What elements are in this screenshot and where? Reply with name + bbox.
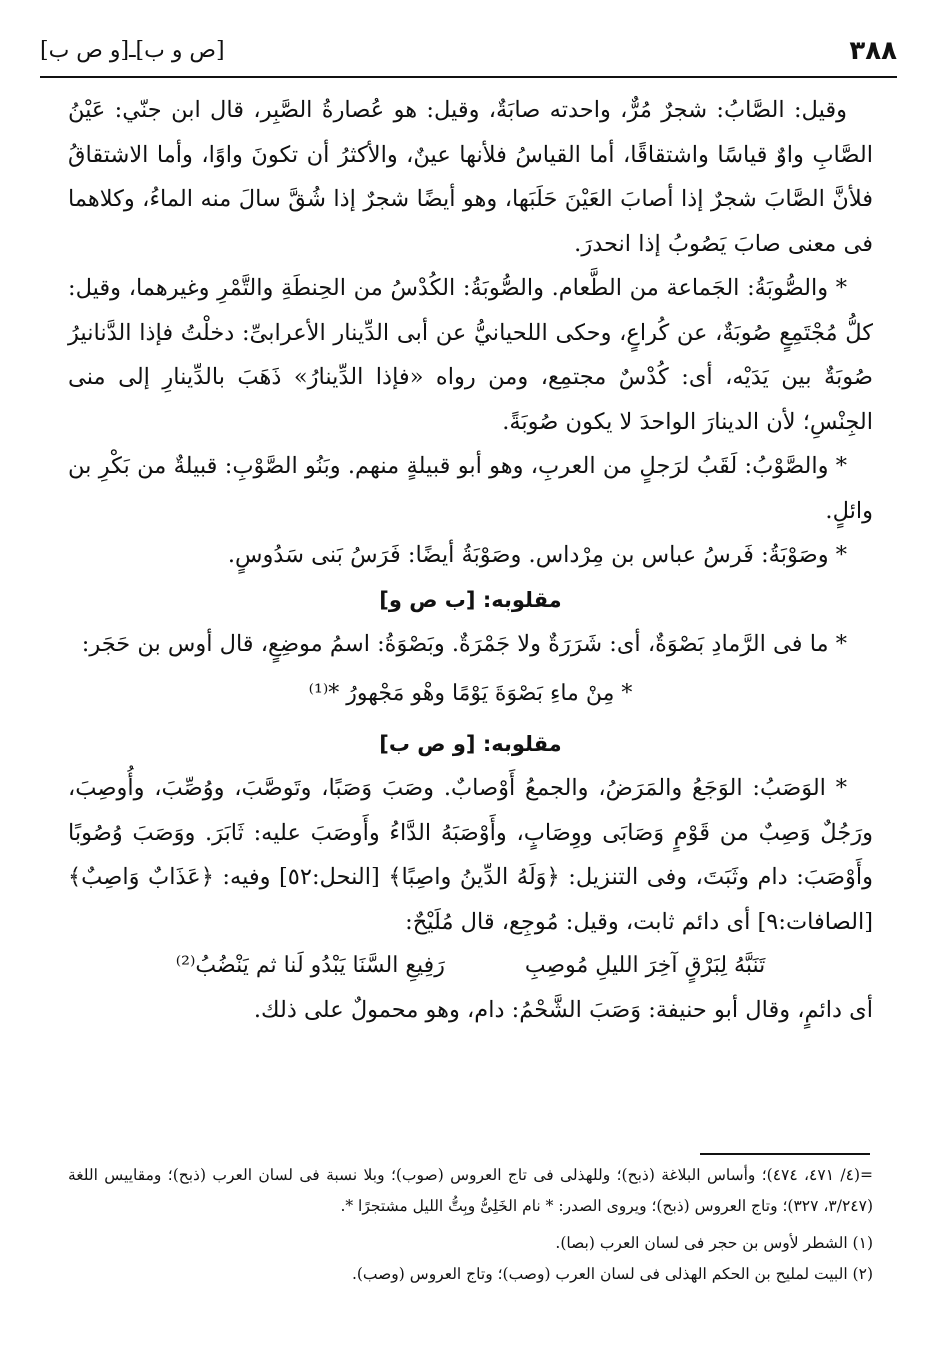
- verse-2-first-hemistich: تَنَبَّهُ لِبَرْقٍ آخِرَ الليلِ مُوصِبِ: [524, 953, 766, 978]
- paragraph-6: * الوَصَبُ: الوَجَعُ والمَرَضُ، والجمعُ أَوْصابٌ. وصَبَ وَصَبًا، وتَوصَّبَ، ووُصِّبَ، وأُوصِبَ، ورَجُلٌ وَصِبٌ من قَوْمٍ وَصَابَى ووِصَابٍ، وأَوْصَبَهُ الدَّاءُ وأَوصَبَ عليه: ثَابَرَ. ووَصَبَ وُصُوبًا وأَوْصَبَ: دام وثَبَتَ، وفى التنزيل: ﴿وَلَهُ الدِّينُ واصِبًا﴾ [النحل:٥٢] وفيه: ﴿عَذَابٌ وَاصِبٌ﴾ [الصافات:٩] أى دائم ثابت، وقيل: مُوجِع، قال مُلَيْحٌ:: [68, 775, 873, 935]
- paragraph-2: * والصُّوبَةُ: الجَماعة من الطَّعام. والصُّوبَةُ: الكُدْسُ من الحِنطَةِ والتَّمْرِ وغيرهما، وقيل: كلُّ مُجْتَمِعٍ صُوبَةٌ، عن كُراعٍ، وحكى اللحيانيُّ عن أبى الدِّينار الأعرابىِّ: دخلْتُ فإذا الدَّنانيرُ صُوبَةٌ بين يَدَيْه، أى: كُدْسٌ مجتمِع، ومن رواه «فإذا الدِّينارُ» ذَهَبَ بالدِّينارِ إلى منى الجِنْسِ؛ لأن الدينارَ الواحدَ لا يكون صُوبَةً.: [68, 275, 873, 435]
- verse-2-second-hemistich: رَفِيعِ السَّنَا يَبْدُو لَنا ثم يَنْضُبُ⁽²⁾: [175, 953, 445, 978]
- paragraph-7: أى دائمٍ، وقال أبو حنيفة: وَصَبَ الشَّحْمُ: دام، وهو محمولٌ على ذلك.: [253, 997, 873, 1023]
- verse-2: [68, 944, 873, 988]
- footnote-2: (٢) البيت لمليح بن الحكم الهذلى فى لسان العرب (وصب)؛ وتاج العروس (وصب).: [351, 1265, 873, 1283]
- paragraph-4: * وصَوْبَةُ: فَرسُ عباس بن مِرْداس. وصَوْبَةُ أيضًا: فَرَسُ بَنى سَدُوسٍ.: [227, 542, 847, 568]
- footnote-separator: [700, 1153, 870, 1155]
- page-header: [40, 30, 897, 78]
- section-heading-1: مقلوبه: [ب ص و]: [379, 587, 562, 612]
- main-text: [68, 88, 873, 1033]
- section-heading-2: مقلوبه: [و ص ب]: [379, 732, 562, 756]
- paragraph-3: * والصَّوْبُ: لَقَبُ لرَجلٍ من العربِ، وهو أبو قبيلةٍ منهم. وبَنُو الصَّوْبِ: قبيلةٌ من بَكْرِ بن وائلٍ.: [68, 453, 873, 524]
- footnotes: [68, 1160, 873, 1290]
- running-head: [ص و ب]ـ[و ص ب]: [40, 38, 225, 63]
- verse-1: * مِنْ ماءِ بَصْوَةَ يَوْمًا وهْو مَجْهورُ *⁽¹⁾: [308, 681, 633, 706]
- paragraph-5: * ما فى الرَّمادِ بَصْوَةٌ، أى: شَرَرَةٌ ولا جَمْرَةٌ. وبَصْوَةُ: اسمُ موضِعٍ، قال أوس بن حَجَر:: [81, 630, 847, 657]
- footnote-1: (١) الشطر لأوس بن حجر فى لسان العرب (بصا).: [555, 1234, 873, 1252]
- page-number: ٣٨٨: [849, 36, 897, 66]
- footnote-continuation: =(٤/ ٤٧١، ٤٧٤)؛ وأساس البلاغة (ذبح)؛ وللهذلى فى تاج العروس (صوب)؛ وبلا نسبة فى لسان العرب (ذبح)؛ ومقاييس اللغة (٣/٢٤٧، ٣٢٧)؛ وتاج العروس (ذبح)؛ ويروى الصدر: * نام الخَلِىُّ وبِتُّ الليل مشتجرًا *.: [68, 1166, 873, 1215]
- paragraph-1: وقيل: الصَّابُ: شجرٌ مُرٌّ، واحدته صابَةٌ، وقيل: هو عُصارةُ الصَّبِر، قال ابن جنّي: عَيْنُ الصَّابِ واوٌ قياسًا واشتقاقًا، أما القياسُ فلأنها عينٌ، والأكثرُ أن تكونَ واوًا، وأما الاشتقاقُ فلأنَّ الصَّابَ شجرٌ إذا أصابَ العَيْنَ حَلَبَها، وهو أيضًا شجرٌ إذا شُقَّ سالَ منه الماءُ، وكلاهما فى معنى صابَ يَصُوبُ إذا انحدرَ.: [68, 97, 873, 257]
